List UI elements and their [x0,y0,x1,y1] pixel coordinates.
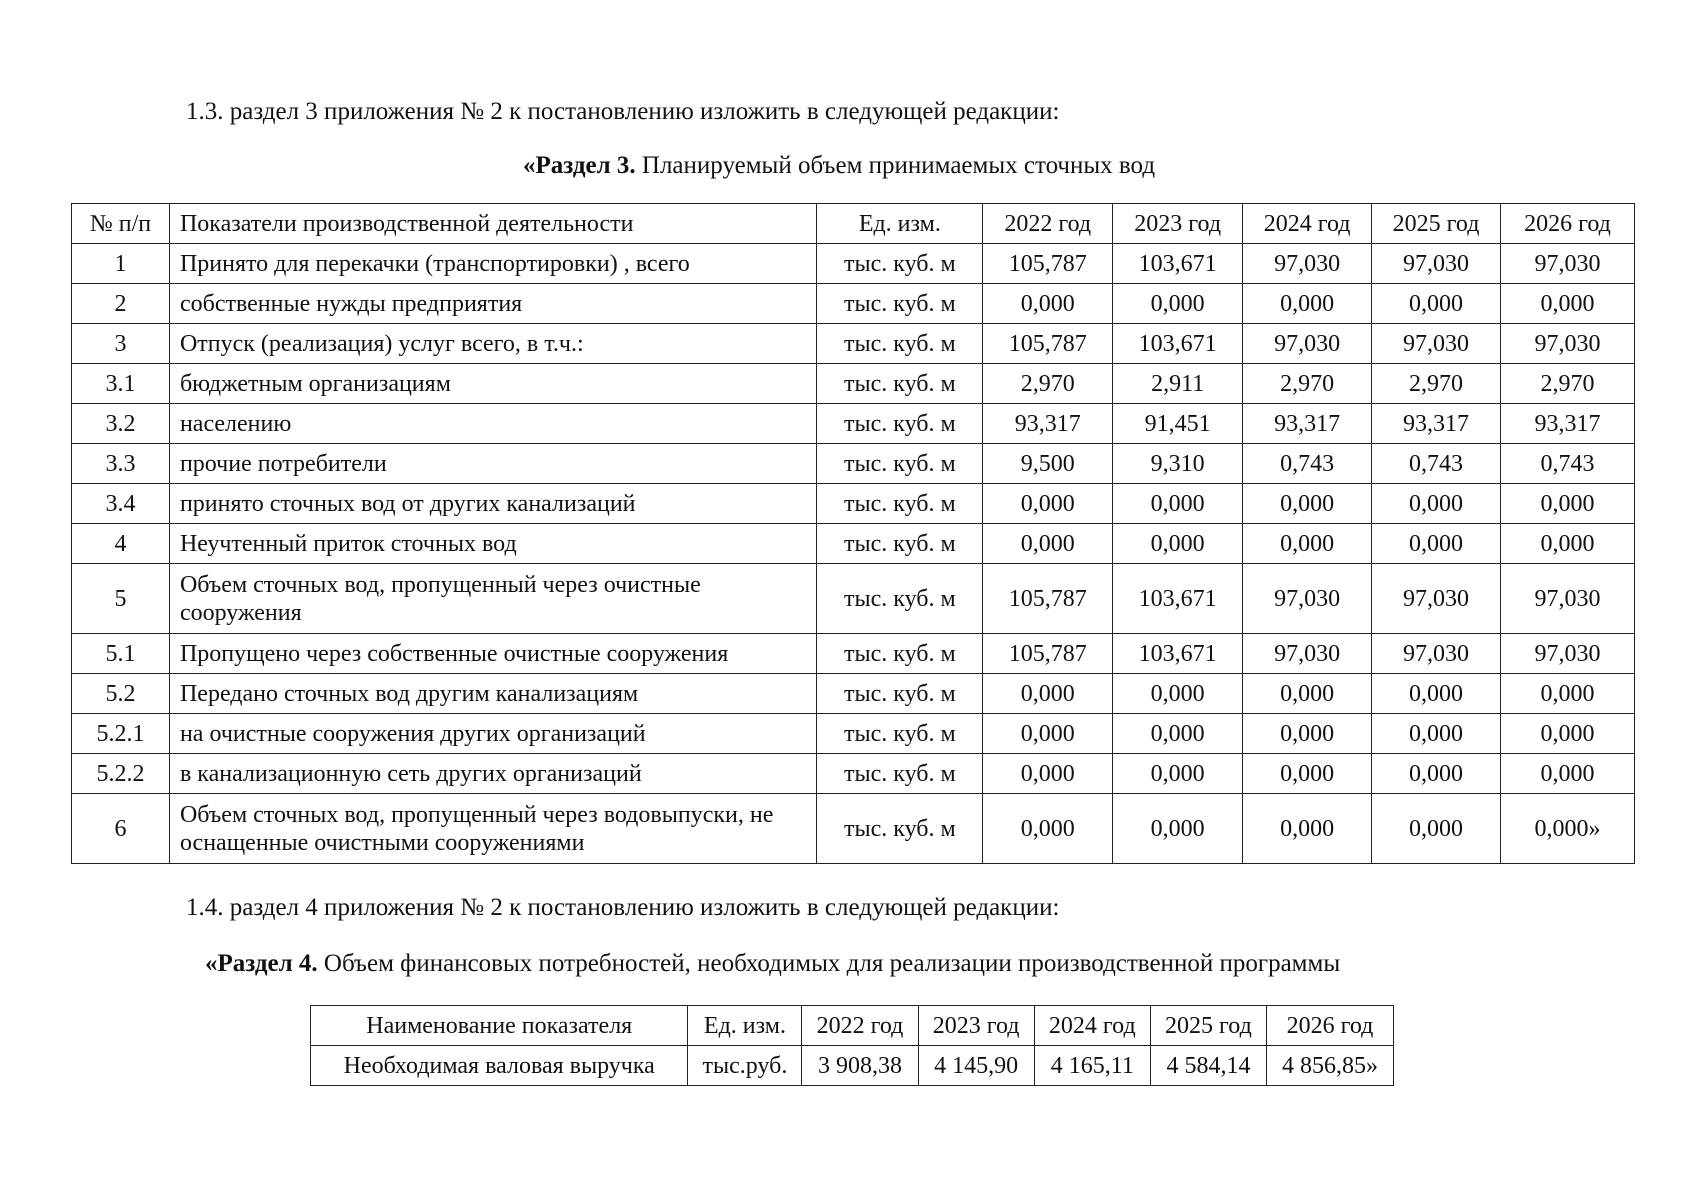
value-cell: 0,000 [1113,524,1243,564]
table-row [311,1046,1394,1086]
header-cell: 2023 год [1113,204,1243,244]
value-cell: 3 908,38 [802,1046,918,1086]
value-cell: 0,000 [1372,714,1501,754]
unit-cell: тыс. куб. м [817,794,983,864]
value-cell: 0,000 [1113,714,1243,754]
value-cell: 0,000» [1501,794,1635,864]
value-cell: 0,000 [983,484,1113,524]
row-number: 3 [72,324,170,364]
unit-cell: тыс. куб. м [817,524,983,564]
row-number: 2 [72,284,170,324]
section-3-title-bold: «Раздел 3. [523,152,636,179]
value-cell: 2,970 [1372,364,1501,404]
indicator-name: Неучтенный приток сточных вод [169,524,816,564]
header-cell: 2024 год [1243,204,1372,244]
value-cell: 97,030 [1501,564,1635,634]
value-cell: 103,671 [1113,244,1243,284]
value-cell: 0,000 [983,754,1113,794]
value-cell: 0,000 [1501,524,1635,564]
value-cell: 0,000 [1113,484,1243,524]
table-row [72,284,1635,324]
table-header-row [311,1006,1394,1046]
indicator-name: населению [169,404,816,444]
table-row [72,564,1635,634]
value-cell: 0,000 [1372,484,1501,524]
table-row [72,324,1635,364]
table-header-row [72,204,1635,244]
value-cell: 0,000 [1501,754,1635,794]
row-number: 5.2 [72,674,170,714]
value-cell: 0,000 [1113,794,1243,864]
section-4-title-bold: «Раздел 4. [205,950,318,977]
section-4-table [310,1005,1394,1086]
value-cell: 93,317 [983,404,1113,444]
row-number: 5.2.1 [72,714,170,754]
value-cell: 103,671 [1113,324,1243,364]
unit-cell: тыс. куб. м [817,714,983,754]
table-row [72,754,1635,794]
value-cell: 97,030 [1372,244,1501,284]
header-cell: Показатели производственной деятельности [169,204,816,244]
row-number: 3.2 [72,404,170,444]
value-cell: 93,317 [1243,404,1372,444]
section-3-title [523,151,1155,181]
table-row [72,484,1635,524]
value-cell: 9,310 [1113,444,1243,484]
table-row [72,364,1635,404]
value-cell: 0,000 [1372,284,1501,324]
indicator-name: в канализационную сеть других организаций [169,754,816,794]
table-row [72,714,1635,754]
value-cell: 9,500 [983,444,1113,484]
unit-cell: тыс. куб. м [817,564,983,634]
header-cell: 2026 год [1501,204,1635,244]
unit-cell: тыс. куб. м [817,364,983,404]
value-cell: 91,451 [1113,404,1243,444]
value-cell: 2,970 [1243,364,1372,404]
value-cell: 0,000 [1501,674,1635,714]
row-number: 5.1 [72,634,170,674]
unit-cell: тыс. куб. м [817,404,983,444]
value-cell: 0,000 [1243,484,1372,524]
indicator-name: Передано сточных вод другим канализациям [169,674,816,714]
header-cell: 2025 год [1150,1006,1266,1046]
table-row [72,404,1635,444]
value-cell: 105,787 [983,634,1113,674]
unit-cell: тыс. куб. м [817,674,983,714]
value-cell: 2,970 [983,364,1113,404]
indicator-name: собственные нужды предприятия [169,284,816,324]
value-cell: 0,000 [1113,754,1243,794]
indicator-name: Отпуск (реализация) услуг всего, в т.ч.: [169,324,816,364]
row-number: 6 [72,794,170,864]
value-cell: 4 145,90 [918,1046,1034,1086]
section-3-title-text: Планируемый объем принимаемых сточных вод [635,152,1156,179]
value-cell: 0,000 [1372,754,1501,794]
unit-cell: тыс. куб. м [817,634,983,674]
header-cell: 2026 год [1267,1006,1394,1046]
value-cell: 103,671 [1113,634,1243,674]
value-cell: 0,000 [983,794,1113,864]
value-cell: 0,000 [1243,714,1372,754]
value-cell: 0,000 [1243,524,1372,564]
value-cell: 97,030 [1372,634,1501,674]
section-4-title [205,949,1340,979]
value-cell: 97,030 [1243,634,1372,674]
unit-cell: тыс. куб. м [817,284,983,324]
indicator-name: на очистные сооружения других организаций [169,714,816,754]
unit-cell: тыс. куб. м [817,244,983,284]
value-cell: 0,000 [1113,674,1243,714]
value-cell: 0,000 [1113,284,1243,324]
value-cell: 93,317 [1372,404,1501,444]
row-number: 3.4 [72,484,170,524]
row-number: 4 [72,524,170,564]
value-cell: 97,030 [1243,324,1372,364]
value-cell: 97,030 [1243,244,1372,284]
value-cell: 0,743 [1501,444,1635,484]
table-row [72,244,1635,284]
value-cell: 0,000 [1243,674,1372,714]
value-cell: 0,000 [1243,794,1372,864]
paragraph-1-3: 1.3. раздел 3 приложения № 2 к постановлению изложить в следующей редакции: [186,98,1060,125]
row-number: 1 [72,244,170,284]
header-cell: Наименование показателя [311,1006,688,1046]
paragraph-1-4: 1.4. раздел 4 приложения № 2 к постановлению изложить в следующей редакции: [186,894,1060,921]
value-cell: 0,000 [983,714,1113,754]
value-cell: 0,000 [1501,484,1635,524]
table-row [72,634,1635,674]
value-cell: 103,671 [1113,564,1243,634]
value-cell: 97,030 [1243,564,1372,634]
indicator-name: Объем сточных вод, пропущенный через очистные сооружения [169,564,816,634]
value-cell: 0,000 [1243,284,1372,324]
value-cell: 97,030 [1372,324,1501,364]
header-cell: Ед. изм. [688,1006,802,1046]
value-cell: 93,317 [1501,404,1635,444]
value-cell: 2,970 [1501,364,1635,404]
table-row [72,524,1635,564]
value-cell: 0,000 [1372,794,1501,864]
indicator-name: принято сточных вод от других канализаций [169,484,816,524]
row-number: 3.1 [72,364,170,404]
value-cell: 0,000 [1501,284,1635,324]
table-row [72,674,1635,714]
value-cell: 2,911 [1113,364,1243,404]
value-cell: 0,000 [983,674,1113,714]
indicator-name: прочие потребители [169,444,816,484]
header-cell: 2024 год [1034,1006,1150,1046]
value-cell: 97,030 [1501,634,1635,674]
value-cell: 97,030 [1372,564,1501,634]
header-cell: 2022 год [802,1006,918,1046]
indicator-name: Принято для перекачки (транспортировки) , всего [169,244,816,284]
header-cell: Ед. изм. [817,204,983,244]
header-cell: 2023 год [918,1006,1034,1046]
table-row [72,794,1635,864]
value-cell: 0,743 [1372,444,1501,484]
value-cell: 97,030 [1501,244,1635,284]
row-number: 3.3 [72,444,170,484]
value-cell: 0,000 [983,284,1113,324]
indicator-name: Необходимая валовая выручка [311,1046,688,1086]
value-cell: 4 165,11 [1034,1046,1150,1086]
value-cell: 0,000 [1501,714,1635,754]
value-cell: 4 584,14 [1150,1046,1266,1086]
value-cell: 0,743 [1243,444,1372,484]
indicator-name: бюджетным организациям [169,364,816,404]
row-number: 5 [72,564,170,634]
section-3-table [71,203,1635,864]
unit-cell: тыс.руб. [688,1046,802,1086]
value-cell: 0,000 [1243,754,1372,794]
row-number: 5.2.2 [72,754,170,794]
value-cell: 97,030 [1501,324,1635,364]
indicator-name: Пропущено через собственные очистные сооружения [169,634,816,674]
value-cell: 105,787 [983,244,1113,284]
value-cell: 4 856,85» [1267,1046,1394,1086]
value-cell: 0,000 [1372,674,1501,714]
unit-cell: тыс. куб. м [817,754,983,794]
value-cell: 0,000 [983,524,1113,564]
indicator-name: Объем сточных вод, пропущенный через водовыпуски, не оснащенные очистными сооружениями [169,794,816,864]
unit-cell: тыс. куб. м [817,324,983,364]
unit-cell: тыс. куб. м [817,444,983,484]
value-cell: 105,787 [983,324,1113,364]
section-4-title-text: Объем финансовых потребностей, необходимых для реализации производственной программы [317,950,1341,977]
header-cell: № п/п [72,204,170,244]
header-cell: 2025 год [1372,204,1501,244]
value-cell: 105,787 [983,564,1113,634]
table-row [72,444,1635,484]
value-cell: 0,000 [1372,524,1501,564]
unit-cell: тыс. куб. м [817,484,983,524]
header-cell: 2022 год [983,204,1113,244]
